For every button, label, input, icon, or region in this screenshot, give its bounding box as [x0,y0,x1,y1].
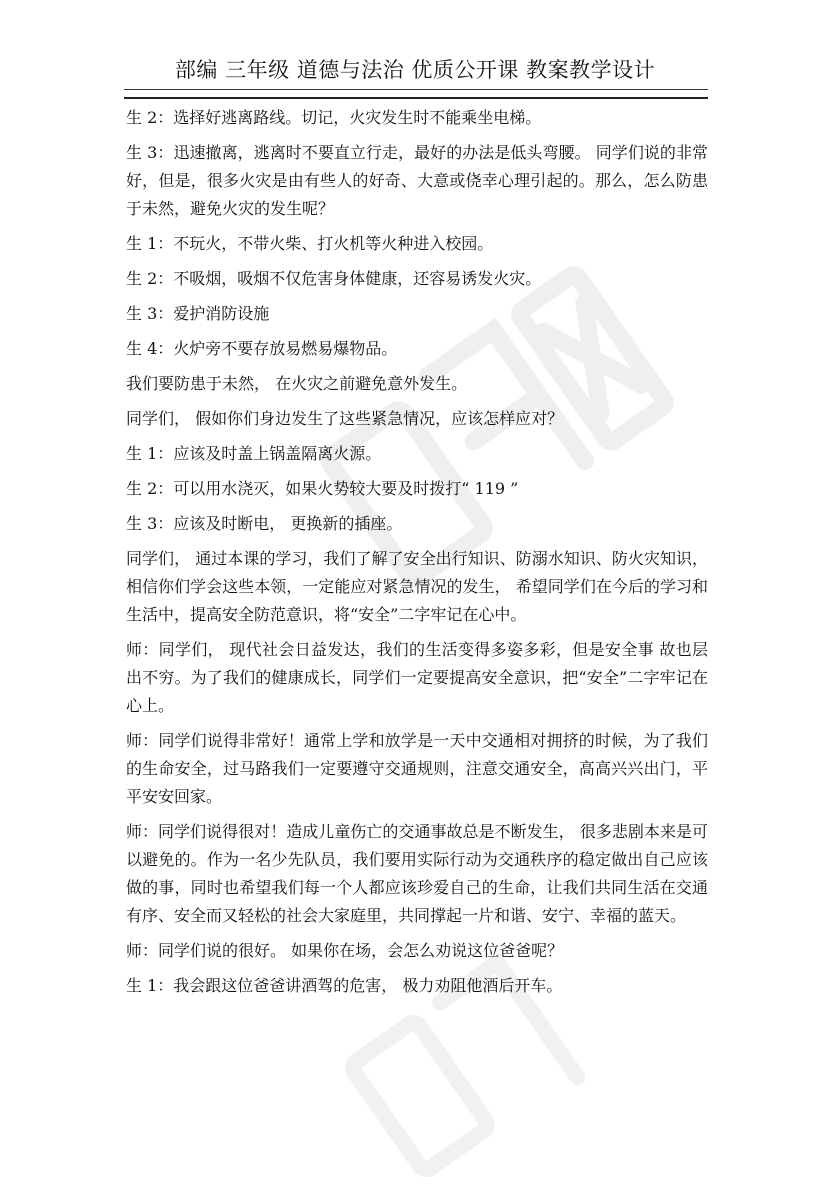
paragraph: 同学们， 通过本课的学习，我们了解了安全出行知识、防溺水知识、防火灾知识，相信你们学会这些本领，一定能应对紧急情况的发生， 希望同学们在今后的学习和生活中，提高安全防范意识，将“安全”二字牢记在心中。 [126,549,708,624]
paragraph: 师：同学们说得很对！造成儿童伤亡的交通事故总是不断发生， 很多悲剧本来是可以避免的。作为一名少先队员，我们要用实际行动为交通秩序的稳定做出自己应该做的事，同时也希望我们每一个人都应该珍爱自己的生命，让我们共同生活在交通有序、安全而又轻松的社会大家庭里，共同撑起一片和谐、安宁、幸福的蓝天。 [126,822,708,925]
paragraph: 生 1：不玩火，不带火柴、打火机等火种进入校园。 [126,234,494,253]
paragraph: 我们要防患于未然， 在火灾之前避免意外发生。 [126,374,468,393]
paragraph: 生 3：应该及时断电， 更换新的插座。 [126,514,403,533]
paragraph: 生 2：不吸烟，吸烟不仅危害身体健康，还容易诱发火灾。 [126,269,542,288]
paragraph: 师：同学们说得非常好！通常上学和放学是一天中交通相对拥挤的时候，为了我们的生命安全，过马路我们一定要遵守交通规则，注意交通安全，高高兴兴出门，平平安安回家。 [126,731,708,806]
page-header-title: 部编 三年级 道德与法治 优质公开课 教案教学设计 [174,58,656,82]
paragraph: 师：同学们， 现代社会日益发达，我们的生活变得多姿多彩，但是安全事 故也层出不穷。为了我们的健康成长，同学们一定要提高安全意识，把“安全”二字牢记在心上。 [126,640,708,715]
paragraph: 生 1：我会跟这位爸爸讲酒驾的危害， 极力劝阻他酒后开车。 [126,976,563,995]
paragraph: 生 4：火炉旁不要存放易燃易爆物品。 [126,339,398,358]
paragraph: 生 1：应该及时盖上锅盖隔离火源。 [126,444,382,463]
paragraph: 同学们， 假如你们身边发生了这些紧急情况，应该怎样应对？ [126,409,564,428]
paragraph: 师：同学们说的很好。 如果你在场，会怎么劝说这位爸爸呢？ [126,941,564,960]
document-body [126,104,708,1007]
header-rule-thick [124,97,708,99]
paragraph: 生 2：选择好逃离路线。切记，火灾发生时不能乘坐电梯。 [126,108,542,127]
paragraph: 生 2：可以用水浇灭，如果火势较大要及时拨打“ 119 ” [126,479,519,498]
paragraph: 生 3：迅速撤离，逃离时不要直立行走，最好的办法是低头弯腰。 同学们说的非常好，但是，很多火灾是由有些人的好奇、大意或侥幸心理引起的。那么，怎么防患于未然，避免火灾的发生呢？ [126,143,708,218]
paragraph: 生 3：爱护消防设施 [126,304,270,323]
header-rule-thin [124,89,708,90]
